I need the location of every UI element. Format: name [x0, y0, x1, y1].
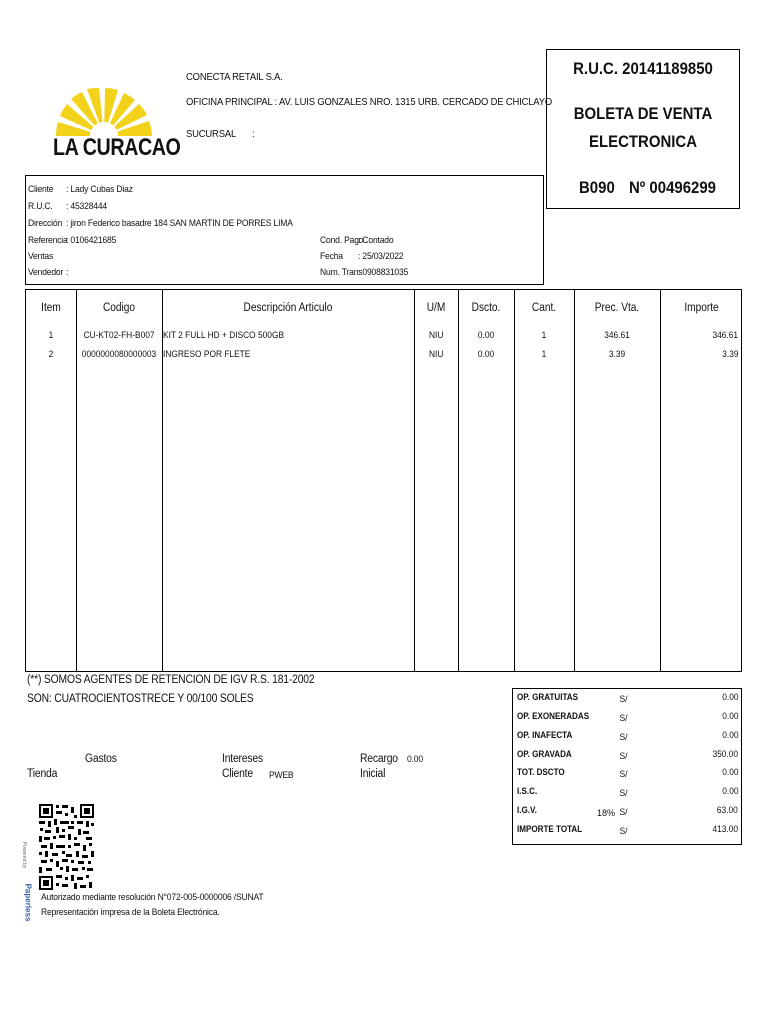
total-value: 63.00 — [717, 805, 738, 816]
address-label: Dirección — [28, 218, 63, 229]
total-value: 350.00 — [712, 749, 738, 760]
row-quantity: 1 — [541, 330, 547, 341]
header-unit-price: Prec. Vta. — [594, 302, 640, 314]
recargo-label: Recargo — [360, 753, 398, 765]
date-label: Fecha — [320, 251, 343, 262]
company-office: OFICINA PRINCIPAL : AV. LUIS GONZALES NRO. 1315 URB. CERCADO DE CHICLAYO — [186, 96, 553, 108]
doc-series: B090 — [579, 178, 615, 197]
ruc-number: R.U.C. 20141189850 — [573, 59, 713, 78]
client-info-box — [25, 175, 544, 285]
total-label: IMPORTE TOTAL — [517, 824, 583, 835]
paperless-logo-text: Paperless — [23, 883, 33, 922]
row-amount: 346.61 — [712, 330, 738, 341]
row-code: CU-KT02-FH-B007 — [83, 330, 155, 341]
amount-in-words: SON: CUATROCIENTOSTRECE Y 00/100 SOLES — [27, 693, 254, 705]
row-item: 2 — [48, 349, 54, 360]
header-discount: Dscto. — [471, 302, 501, 314]
reference-value: : 0106421685 — [66, 235, 117, 246]
total-label: I.G.V. — [517, 805, 537, 816]
row-discount: 0.00 — [477, 330, 495, 341]
trans-num-label: Num. Trans — [320, 267, 363, 278]
retention-agent-note: (**) SOMOS AGENTES DE RETENCION DE IGV R.S. 181-2002 — [27, 674, 315, 686]
ruc-value: : 45328444 — [66, 201, 107, 212]
client-value: : Lady Cubas Diaz — [66, 184, 133, 195]
cliente-label: Cliente — [222, 768, 253, 780]
doc-type-line2: ELECTRONICA — [588, 132, 698, 151]
header-code: Codigo — [102, 302, 136, 314]
sunburst-logo-icon — [48, 66, 160, 138]
total-row-discount — [513, 767, 741, 785]
total-label: OP. EXONERADAS — [517, 711, 590, 722]
items-table — [25, 289, 742, 672]
row-quantity: 1 — [541, 349, 547, 360]
row-discount: 0.00 — [477, 349, 495, 360]
total-label: I.S.C. — [517, 786, 538, 797]
gastos-label: Gastos — [85, 753, 117, 765]
cliente-value: PWEB — [269, 770, 294, 781]
total-currency: S/ — [619, 769, 628, 780]
paperless-branding — [22, 828, 36, 933]
seller-label: Vendedor — [28, 267, 64, 278]
total-value: 0.00 — [721, 692, 738, 703]
total-value: 0.00 — [721, 786, 738, 797]
payment-cond-value: : Contado — [358, 235, 394, 246]
payment-cond-label: Cond. Pago — [320, 235, 364, 246]
row-unit-price: 346.61 — [604, 330, 630, 341]
header-unit: U/M — [426, 302, 446, 314]
doc-type-line1: BOLETA DE VENTA — [573, 104, 713, 123]
recargo-value: 0.00 — [407, 754, 423, 765]
branch-label: SUCURSAL — [186, 128, 237, 140]
document-id-box — [546, 49, 740, 209]
total-label: TOT. DSCTO — [517, 767, 565, 778]
qr-code-icon — [38, 803, 95, 891]
reference-label: Referencia — [28, 235, 68, 246]
intereses-label: Intereses — [222, 753, 263, 765]
total-currency: S/ — [619, 807, 628, 818]
tienda-label: Tienda — [27, 768, 58, 780]
total-label: OP. GRAVADA — [517, 749, 572, 760]
sunat-authorization: Autorizado mediante resolución N°072-005-0000006 /SUNAT — [41, 892, 264, 903]
company-logo — [48, 66, 181, 161]
ruc-label: R.U.C. — [28, 201, 53, 212]
total-row-isc — [513, 786, 741, 804]
total-currency: S/ — [619, 732, 628, 743]
client-label: Cliente — [28, 184, 54, 195]
trans-num-value: : 0908831035 — [358, 267, 409, 278]
total-label: OP. INAFECTA — [517, 730, 573, 741]
total-row-gravada — [513, 749, 741, 767]
total-label: OP. GRATUITAS — [517, 692, 579, 703]
total-row-inafecta — [513, 730, 741, 748]
total-row-grand-total — [513, 824, 741, 842]
seller-value: : — [66, 267, 69, 278]
address-value: : jiron Federico basadre 184 SAN MARTIN DE PORRES LIMA — [66, 218, 293, 229]
printed-representation-note: Representación impresa de la Boleta Electrónica. — [41, 907, 220, 918]
igv-rate: 18% — [597, 808, 616, 818]
logo-text: LA CURACAO — [53, 134, 181, 161]
row-code: 0000000080000003 — [81, 349, 157, 360]
total-currency: S/ — [619, 788, 628, 799]
row-description: KIT 2 FULL HD + DISCO 500GB — [163, 330, 285, 341]
total-row-gratuitas — [513, 692, 741, 710]
total-value: 0.00 — [721, 767, 738, 778]
row-unit: NIU — [428, 349, 444, 360]
total-currency: S/ — [619, 713, 628, 724]
header-description: Descripción Articulo — [243, 302, 333, 314]
qr-code — [38, 803, 95, 891]
total-currency: S/ — [619, 826, 628, 837]
row-item: 1 — [48, 330, 54, 341]
total-value: 413.00 — [712, 824, 738, 835]
total-value: 0.00 — [721, 730, 738, 741]
sales-label: Ventas — [28, 251, 54, 262]
row-unit-price: 3.39 — [608, 349, 626, 360]
date-value: : 25/03/2022 — [358, 251, 404, 262]
row-description: INGRESO POR FLETE — [163, 349, 251, 360]
total-currency: S/ — [619, 694, 628, 705]
row-amount: 3.39 — [721, 349, 738, 360]
doc-number: Nº 00496299 — [629, 178, 716, 197]
header-quantity: Cant. — [531, 302, 557, 314]
totals-box — [512, 688, 742, 845]
row-unit: NIU — [428, 330, 444, 341]
inicial-label: Inicial — [360, 768, 386, 780]
header-item: Item — [41, 302, 61, 314]
branch-separator: : — [252, 128, 255, 140]
total-currency: S/ — [619, 751, 628, 762]
powered-by-label: Powered by — [21, 841, 27, 869]
total-row-igv — [513, 805, 741, 823]
company-name: CONECTA RETAIL S.A. — [186, 71, 283, 83]
header-amount: Importe — [684, 302, 719, 314]
total-value: 0.00 — [721, 711, 738, 722]
total-row-exoneradas — [513, 711, 741, 729]
